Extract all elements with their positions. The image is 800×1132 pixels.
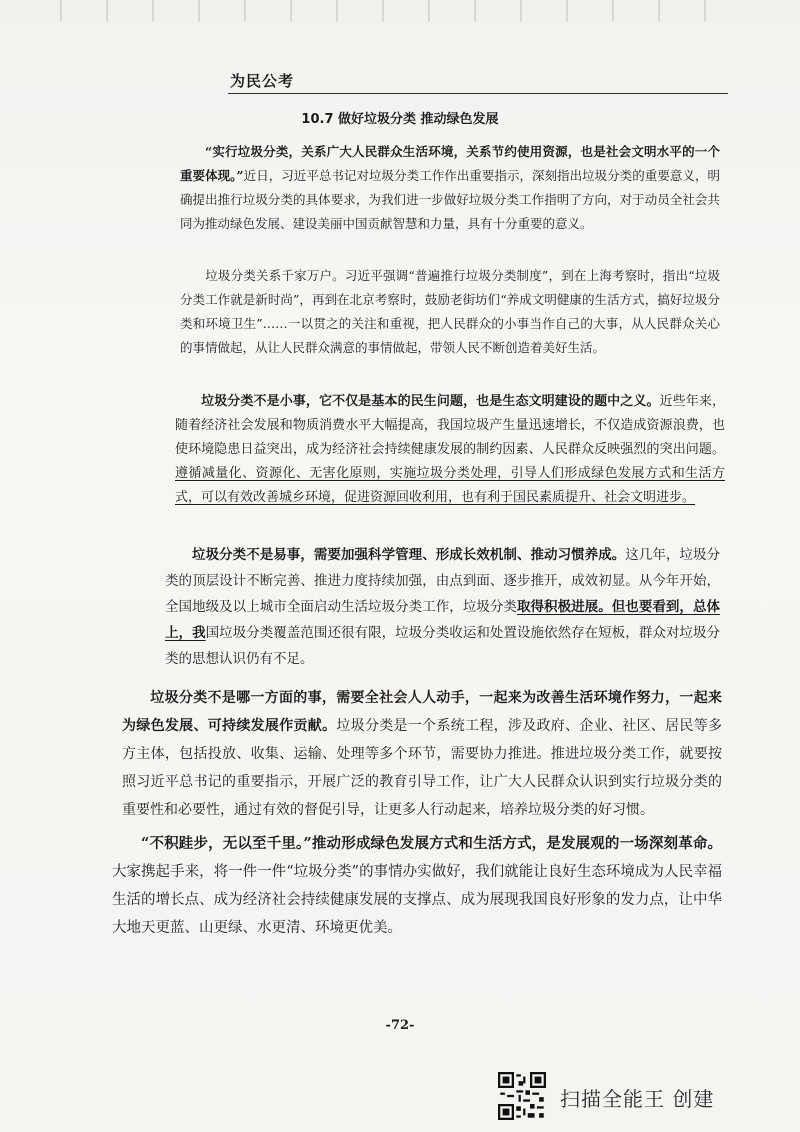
p5-bold: 垃圾分类不是哪一方面的事，需要全社会人人动手，一起来为改善生活环境作努力，一起来为绿色发展、可持续发展作贡献。 [122, 690, 722, 734]
running-header: 为民公考 [230, 72, 295, 90]
paragraph-5 [122, 684, 722, 824]
p6-bold-quote: “不积跬步，无以至千里。” [141, 835, 312, 852]
paragraph-6 [112, 830, 722, 942]
p4-text-1: 这几年，垃圾分类的顶层设计不断完善、推进力度持续加强，由点到面、逐步推开，成效初显。从今年开始，全国地级及以上城市全面启动生活垃圾分类工作，垃圾分类 [165, 547, 721, 615]
p3-text: 近些年来，随着经济社会发展和物质消费水平大幅提高，我国垃圾产生量迅速增长，不仅造成资源浪费，也使环境隐患日益突出，成为经济社会持续健康发展的制约因素、人民群众反映强烈的突出问题。 [175, 394, 725, 457]
binding-marks [60, 0, 720, 22]
paragraph-4 [165, 542, 720, 672]
p1-text: 近日，习近平总书记对垃圾分类工作作出重要指示，深刻指出垃圾分类的重要意义，明确提出推行垃圾分类的具体要求，为我们进一步做好垃圾分类工作指明了方向，对于动员全社会共同为推动绿色发展、建设美丽中国贡献智慧和力量，具有十分重要的意义。 [180, 168, 720, 231]
p3-bold: 垃圾分类不是小事，它不仅是基本的民生问题，也是生态文明建设的题中之义。 [201, 394, 660, 409]
p6-text: 大家携起手来，将一件一件“垃圾分类”的事情办实做好，我们就能让良好生态环境成为人民幸福生活的增长点、成为经济社会持续健康发展的支撑点、成为展现我国良好形象的发力点，让中华大地天更蓝、山更绿、水更清、环境更优美。 [112, 864, 722, 936]
p2-text: 垃圾分类关系千家万户。习近平强调“普遍推行垃圾分类制度”，到在上海考察时，指出“垃圾分类工作就是新时尚”，再到在北京考察时，鼓励老街坊们“养成文明健康的生活方式，搞好垃圾分类和环境卫生”……一以贯之的关注和重视，把人民群众的小事当作自己的大事，从人民群众关心的事情做起，从让人民群众满意的事情做起，带领人民不断创造着美好生活。 [180, 268, 720, 355]
p4-underline: 取得积极进展。但也要看到，总体上，我 [165, 599, 721, 641]
header-divider [228, 93, 728, 94]
paragraph-1 [180, 140, 720, 236]
paragraph-2 [180, 264, 720, 360]
paragraph-3 [175, 390, 725, 510]
p3-underline: 遵循减量化、资源化、无害化原则，实施垃圾分类处理，引导人们形成绿色发展方式和生活方式，可以有效改善城乡环境，促进资源回收利用，也有利于国民素质提升、社会文明进步。 [175, 466, 725, 505]
p5-text: 垃圾分类是一个系统工程，涉及政府、企业、社区、居民等多方主体，包括投放、收集、运输、处理等多个环节，需要协力推进。推进垃圾分类工作，就要按照习近平总书记的重要指示，开展广泛的教育引导工作，让广大人民群众认识到实行垃圾分类的重要性和必要性，通过有效的督促引导，让更多人行动起来，培养垃圾分类的好习惯。 [122, 718, 722, 818]
p1-bold: “实行垃圾分类，关系广大人民群众生活环境，关系节约使用资源，也是社会文明水平的一个重要体现。” [180, 144, 720, 183]
scanner-watermark: 扫描全能王 创建 [560, 1087, 715, 1111]
p4-text-2: 国垃圾分类覆盖范围还很有限，垃圾分类收运和处置设施依然存在短板，群众对垃圾分类的思想认识仍有不足。 [165, 625, 721, 667]
page-number: -72- [385, 1018, 415, 1033]
article-title: 10.7 做好垃圾分类 推动绿色发展 [301, 112, 499, 127]
p6-bold: 推动形成绿色发展方式和生活方式，是发展观的一场深刻革命。 [311, 835, 722, 852]
qr-code-icon [498, 1072, 546, 1120]
p4-bold: 垃圾分类不是易事，需要加强科学管理、形成长效机制、推动习惯养成。 [192, 547, 626, 563]
